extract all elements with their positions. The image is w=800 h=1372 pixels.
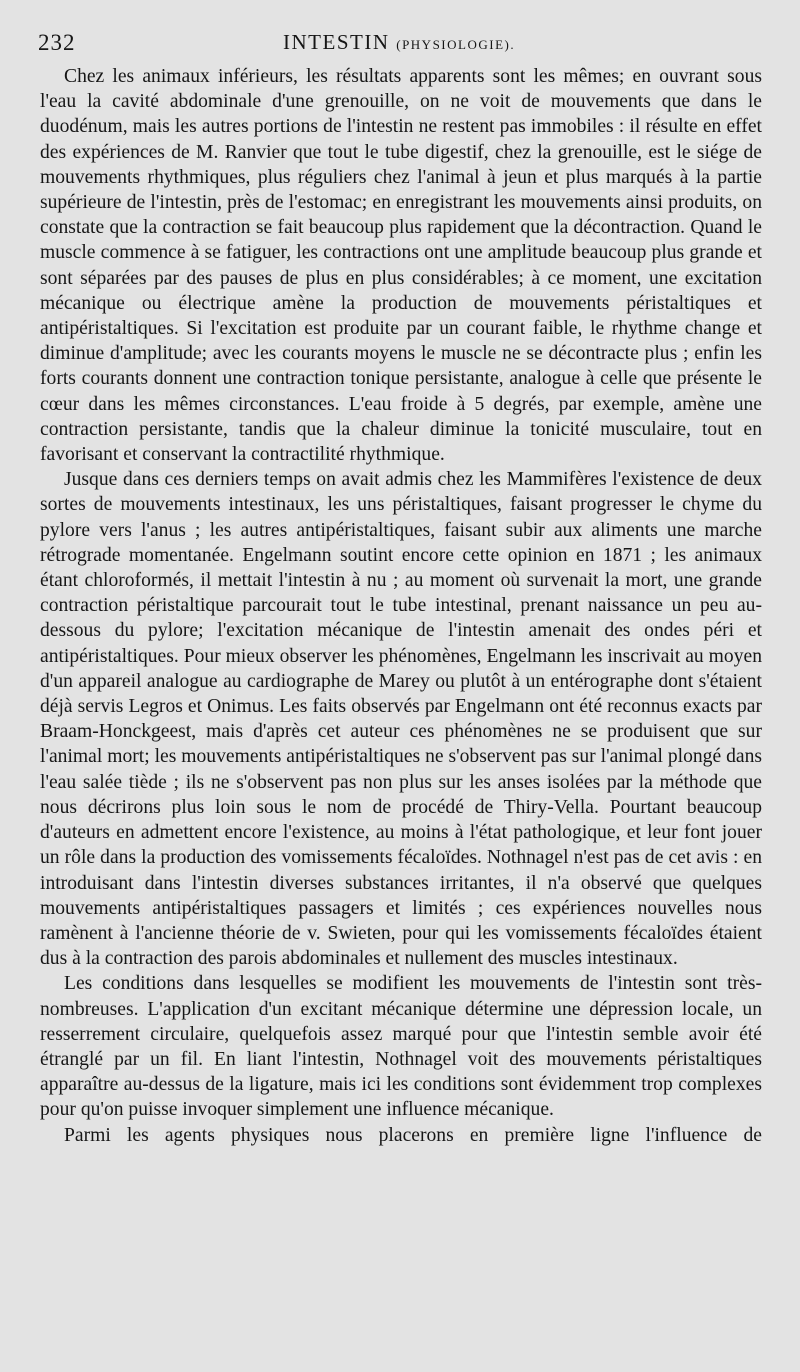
- paragraph-1: Chez les animaux inférieurs, les résultats apparents sont les mêmes; en ouvrant sous l'eau la cavité abdominale d'une grenouille, on ne voit de mouvements que dans le duodénum, mais les autres portions de l'intestin ne restent pas immobiles : il résulte en effet des expériences de M. Ranvier que tout le tube digestif, chez la grenouille, est le siége de mouvements rhythmiques, plus réguliers chez l'animal à jeun et plus marqués à la partie supérieure de l'intestin, près de l'estomac; en enregistrant les mouvements ainsi produits, on constate que la contraction se fait beaucoup plus rapidement que la décontraction. Quand le muscle commence à se fatiguer, les contractions ont une amplitude beaucoup plus grande et sont séparées par des pauses de plus en plus considérables; à ce moment, une excitation mécanique ou électrique amène la production de mouvements péristaltiques et antipéristaltiques. Si l'excitation est produite par un courant faible, le rhythme change et diminue d'amplitude; avec les courants moyens le muscle ne se décontracte plus ; enfin les forts courants donnent une contraction tonique persistante, analogue à celle que présente le cœur dans les mêmes circonstances. L'eau froide à 5 degrés, par exemple, amène une contraction persistante, tandis que la chaleur diminue la tonicité musculaire, tout en favorisant et conservant la contractilité rhythmique.: [40, 66, 762, 466]
- paragraph-3: Les conditions dans lesquelles se modifient les mouvements de l'intestin sont très-nombreuses. L'application d'un excitant mécanique détermine une dépression locale, un resserrement circulaire, quelquefois assez marqué pour que l'intestin semble avoir été étranglé par un fil. En liant l'intestin, Nothnagel voit des mouvements péristaltiques apparaître au-dessus de la ligature, mais ici les conditions sont évidemment trop complexes pour qu'on puisse invoquer simplement une influence mécanique.: [40, 973, 762, 1121]
- paragraph-2: Jusque dans ces derniers temps on avait admis chez les Mammifères l'existence de deux sortes de mouvements intestinaux, les uns péristaltiques, faisant progresser le chyme du pylore vers l'anus ; les autres antipéristaltiques, faisant subir aux aliments une marche rétrograde momentanée. Engelmann soutint encore cette opinion en 1871 ; les animaux étant chloroformés, il mettait l'intestin à nu ; au moment où survenait la mort, une grande contraction péristaltique parcourait tout le tube intestinal, prenant naissance un peu au-dessous du pylore; l'excitation mécanique de l'intestin amenait des ondes péri et antipéristaltiques. Pour mieux observer les phénomènes, Engelmann les inscrivait au moyen d'un appareil analogue au cardiographe de Marey ou plutôt à un entérographe dont s'étaient déjà servis Legros et Onimus. Les faits observés par Engelmann ont été reconnus exacts par Braam-Honckgeest, mais d'après cet auteur ces phénomènes ne se produisent que sur l'animal mort; les mouvements antipéristaltiques ne s'observent pas sur l'animal plongé dans l'eau salée tiède ; ils ne s'observent pas non plus sur les anses isolées par la méthode que nous décrirons plus loin sous le nom de procédé de Thiry-Vella. Pourtant beaucoup d'auteurs en admettent encore l'existence, au moins à l'état pathologique, et leur font jouer un rôle dans la production des vomissements fécaloïdes. Nothnagel n'est pas de cet avis : en introduisant dans l'intestin diverses substances irritantes, il n'a observé que quelques mouvements antipéristaltiques passagers et limités ; ces expériences nouvelles nous ramènent à l'ancienne théorie de v. Swieten, pour qui les vomissements fécaloïdes étaient dus à la contraction des parois abdominales et nullement des muscles intestinaux.: [40, 469, 762, 970]
- page-header: [38, 30, 763, 60]
- running-subtitle: (PHYSIOLOGIE).: [396, 37, 516, 52]
- running-head: [283, 30, 515, 55]
- page-number: 232: [38, 30, 76, 55]
- running-title: INTESTIN: [283, 30, 390, 54]
- body-text: [40, 64, 762, 1148]
- paragraph-4: Parmi les agents physiques nous placerons en première ligne l'influence de: [64, 1124, 762, 1146]
